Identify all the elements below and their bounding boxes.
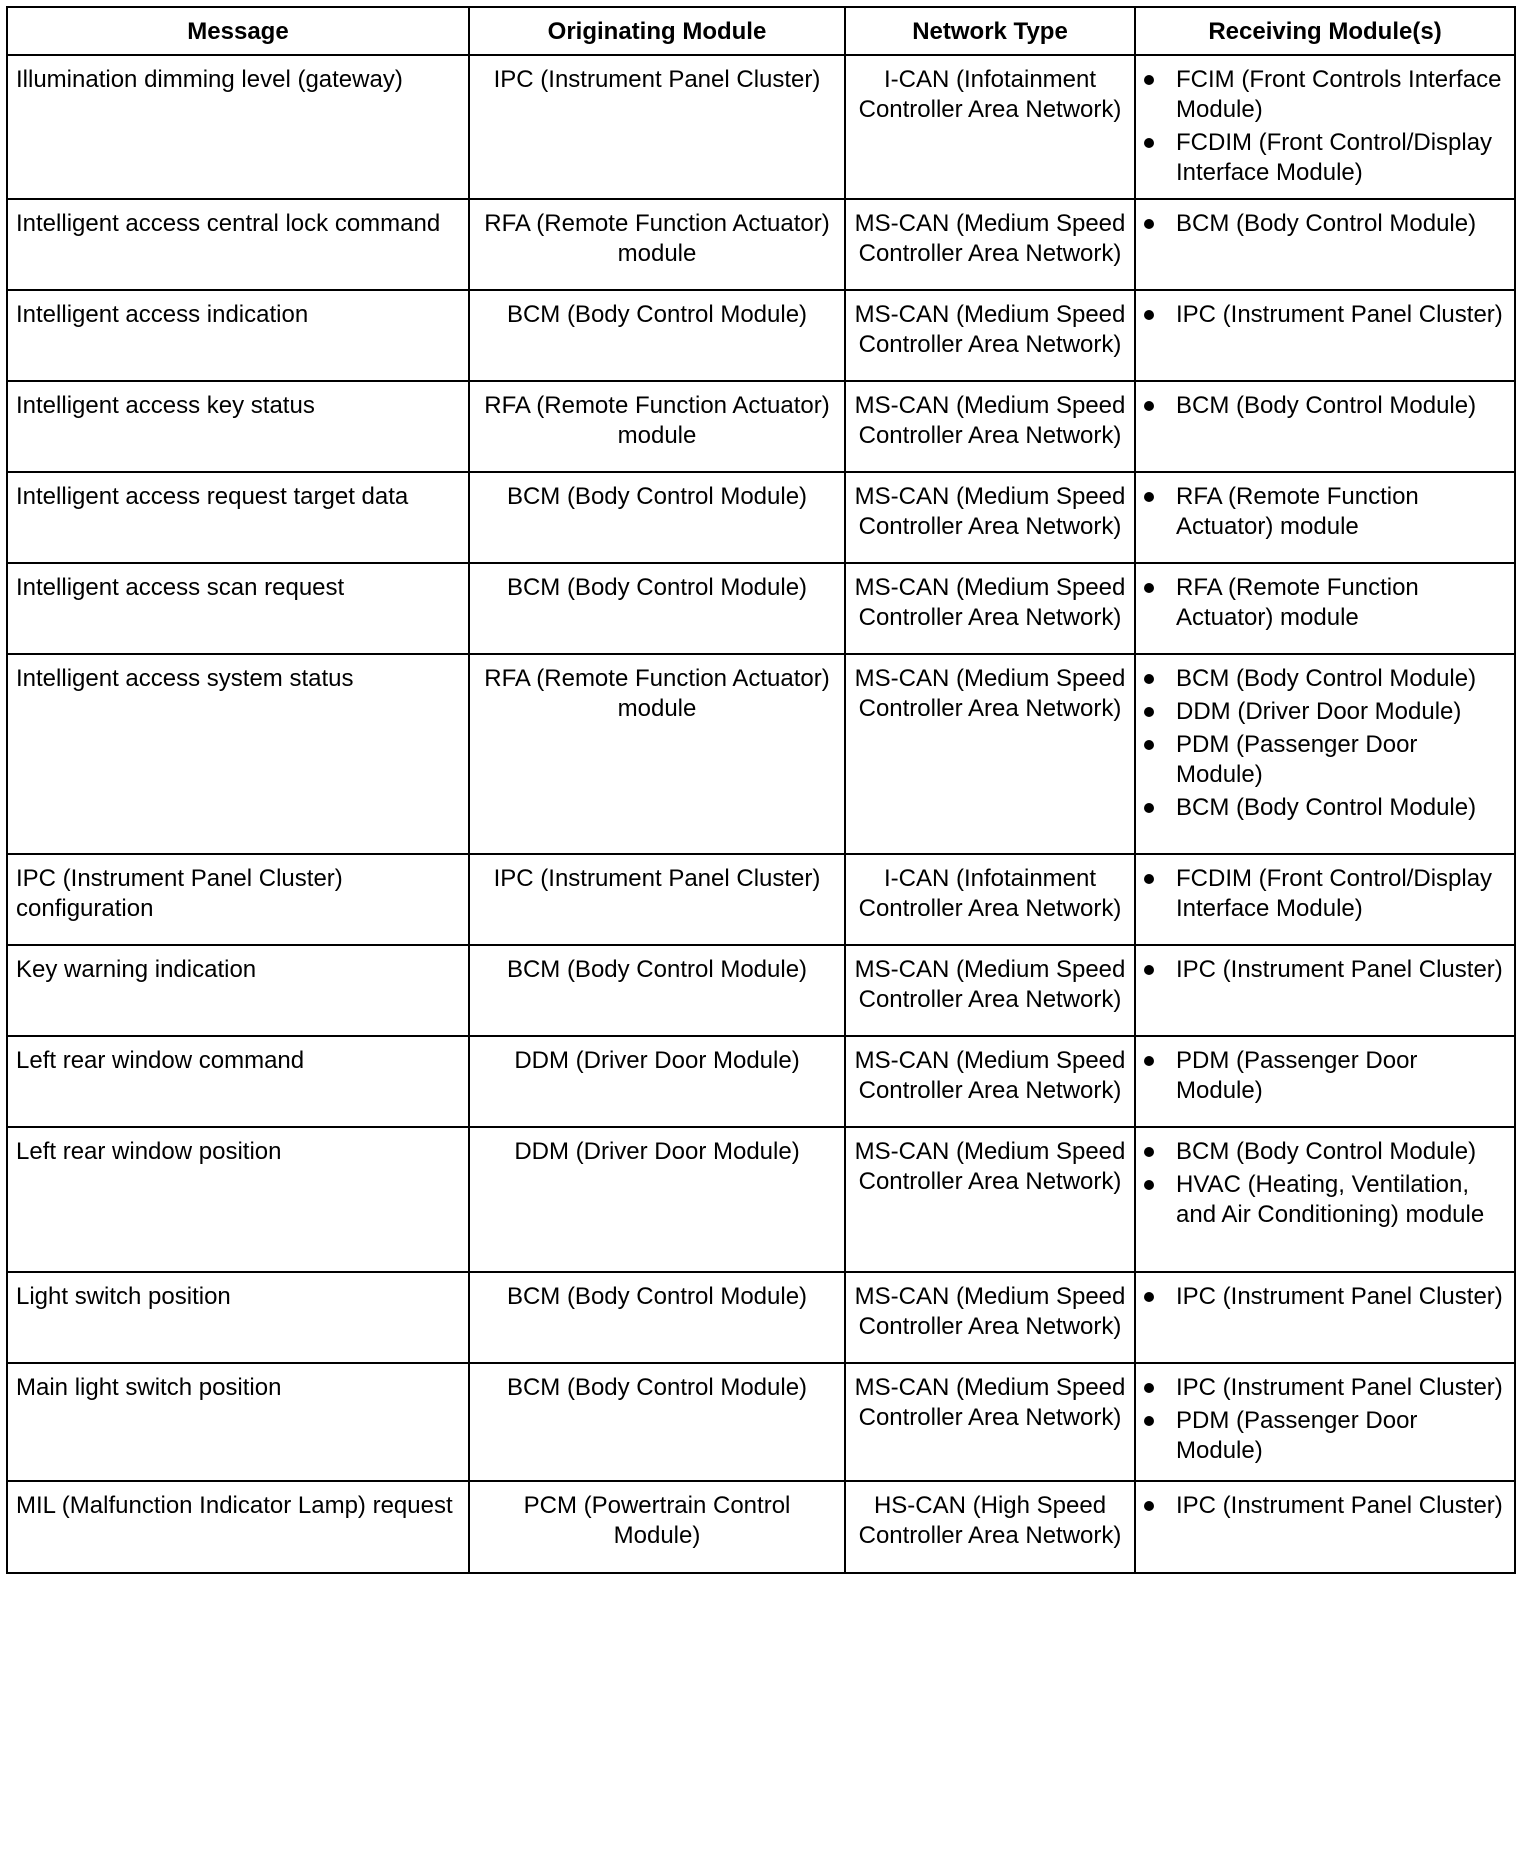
cell-network-type: MS-CAN (Medium Speed Controller Area Network) [845,1363,1135,1481]
receiving-module-list [1144,391,1506,421]
cell-receiving-modules [1135,55,1515,199]
bullet-icon [1144,674,1154,684]
cell-network-type: MS-CAN (Medium Speed Controller Area Network) [845,1127,1135,1272]
bullet-icon [1144,310,1154,320]
list-item [1144,730,1506,790]
cell-network-type: MS-CAN (Medium Speed Controller Area Network) [845,472,1135,563]
cell-message: Main light switch position [7,1363,469,1481]
cell-message: MIL (Malfunction Indicator Lamp) request [7,1481,469,1573]
bullet-icon [1144,1180,1154,1190]
receiving-module-list [1144,573,1506,633]
table-row [7,1036,1515,1127]
cell-receiving-modules [1135,654,1515,854]
bullet-icon [1144,138,1154,148]
receiving-module-text: BCM (Body Control Module) [1176,210,1477,237]
cell-receiving-modules [1135,1127,1515,1272]
cell-originating-module: BCM (Body Control Module) [469,1363,845,1481]
receiving-module-text: IPC (Instrument Panel Cluster) [1176,1283,1503,1310]
cell-network-type: I-CAN (Infotainment Controller Area Network) [845,55,1135,199]
bullet-icon [1144,707,1154,717]
network-message-table [6,6,1516,1574]
cell-message: Light switch position [7,1272,469,1363]
header-message: Message [7,7,469,55]
cell-message: Intelligent access scan request [7,563,469,654]
list-item [1144,1137,1506,1167]
cell-receiving-modules [1135,1272,1515,1363]
bullet-icon [1144,583,1154,593]
receiving-module-list [1144,1491,1506,1521]
list-item [1144,128,1506,188]
bullet-icon [1144,1416,1154,1426]
bullet-icon [1144,401,1154,411]
header-receiving-modules: Receiving Module(s) [1135,7,1515,55]
receiving-module-list [1144,65,1506,188]
table-row [7,1363,1515,1481]
cell-receiving-modules [1135,563,1515,654]
cell-network-type: MS-CAN (Medium Speed Controller Area Network) [845,654,1135,854]
receiving-module-text: BCM (Body Control Module) [1176,794,1477,821]
bullet-icon [1144,740,1154,750]
cell-originating-module: RFA (Remote Function Actuator) module [469,381,845,472]
receiving-module-list [1144,664,1506,823]
cell-message: Illumination dimming level (gateway) [7,55,469,199]
header-row [7,7,1515,55]
table-row [7,199,1515,290]
table-row [7,381,1515,472]
cell-message: Intelligent access request target data [7,472,469,563]
cell-originating-module: RFA (Remote Function Actuator) module [469,654,845,854]
receiving-module-text: BCM (Body Control Module) [1176,665,1477,692]
cell-originating-module: BCM (Body Control Module) [469,290,845,381]
table-row [7,1127,1515,1272]
table-row [7,563,1515,654]
cell-originating-module: BCM (Body Control Module) [469,472,845,563]
cell-receiving-modules [1135,945,1515,1036]
cell-originating-module: RFA (Remote Function Actuator) module [469,199,845,290]
cell-originating-module: DDM (Driver Door Module) [469,1036,845,1127]
receiving-module-list [1144,209,1506,239]
bullet-icon [1144,492,1154,502]
cell-message: Intelligent access key status [7,381,469,472]
bullet-icon [1144,219,1154,229]
receiving-module-text: FCDIM (Front Control/Display Interface Module) [1176,129,1493,186]
table-row [7,55,1515,199]
list-item [1144,864,1506,924]
cell-network-type: MS-CAN (Medium Speed Controller Area Network) [845,945,1135,1036]
cell-message: Key warning indication [7,945,469,1036]
cell-network-type: MS-CAN (Medium Speed Controller Area Network) [845,1036,1135,1127]
cell-message: Intelligent access system status [7,654,469,854]
cell-network-type: MS-CAN (Medium Speed Controller Area Network) [845,199,1135,290]
receiving-module-text: PDM (Passenger Door Module) [1176,1407,1418,1464]
cell-network-type: I-CAN (Infotainment Controller Area Network) [845,854,1135,945]
list-item [1144,1373,1506,1403]
bullet-icon [1144,1292,1154,1302]
list-item [1144,793,1506,823]
receiving-module-text: IPC (Instrument Panel Cluster) [1176,1374,1503,1401]
bullet-icon [1144,1056,1154,1066]
cell-receiving-modules [1135,290,1515,381]
receiving-module-text: RFA (Remote Function Actuator) module [1176,483,1419,540]
list-item [1144,664,1506,694]
cell-network-type: MS-CAN (Medium Speed Controller Area Network) [845,563,1135,654]
table-row [7,290,1515,381]
cell-originating-module: DDM (Driver Door Module) [469,1127,845,1272]
cell-message: Intelligent access indication [7,290,469,381]
receiving-module-text: FCIM (Front Controls Interface Module) [1176,66,1502,123]
cell-network-type: MS-CAN (Medium Speed Controller Area Network) [845,290,1135,381]
cell-network-type: MS-CAN (Medium Speed Controller Area Network) [845,381,1135,472]
list-item [1144,1170,1506,1230]
receiving-module-text: IPC (Instrument Panel Cluster) [1176,956,1503,983]
cell-receiving-modules [1135,1363,1515,1481]
receiving-module-text: BCM (Body Control Module) [1176,392,1477,419]
receiving-module-text: BCM (Body Control Module) [1176,1138,1477,1165]
bullet-icon [1144,1147,1154,1157]
bullet-icon [1144,874,1154,884]
receiving-module-list [1144,955,1506,985]
list-item [1144,697,1506,727]
table-row [7,854,1515,945]
list-item [1144,65,1506,125]
cell-originating-module: IPC (Instrument Panel Cluster) [469,55,845,199]
receiving-module-list [1144,1137,1506,1230]
table-row [7,1481,1515,1573]
receiving-module-list [1144,1046,1506,1106]
list-item [1144,1491,1506,1521]
cell-network-type: HS-CAN (High Speed Controller Area Network) [845,1481,1135,1573]
cell-receiving-modules [1135,199,1515,290]
table-row [7,472,1515,563]
receiving-module-text: RFA (Remote Function Actuator) module [1176,574,1419,631]
receiving-module-list [1144,1282,1506,1312]
receiving-module-text: PDM (Passenger Door Module) [1176,731,1418,788]
table-row [7,654,1515,854]
bullet-icon [1144,1501,1154,1511]
table-row [7,1272,1515,1363]
receiving-module-text: DDM (Driver Door Module) [1176,698,1462,725]
receiving-module-list [1144,300,1506,330]
receiving-module-text: IPC (Instrument Panel Cluster) [1176,301,1503,328]
list-item [1144,391,1506,421]
list-item [1144,300,1506,330]
receiving-module-text: FCDIM (Front Control/Display Interface Module) [1176,865,1493,922]
cell-network-type: MS-CAN (Medium Speed Controller Area Network) [845,1272,1135,1363]
cell-receiving-modules [1135,381,1515,472]
cell-originating-module: BCM (Body Control Module) [469,563,845,654]
cell-receiving-modules [1135,1481,1515,1573]
cell-receiving-modules [1135,854,1515,945]
bullet-icon [1144,965,1154,975]
receiving-module-text: PDM (Passenger Door Module) [1176,1047,1418,1104]
cell-originating-module: BCM (Body Control Module) [469,945,845,1036]
receiving-module-text: HVAC (Heating, Ventilation, and Air Conditioning) module [1176,1171,1485,1228]
cell-message: Left rear window command [7,1036,469,1127]
table-row [7,945,1515,1036]
cell-originating-module: BCM (Body Control Module) [469,1272,845,1363]
bullet-icon [1144,1383,1154,1393]
list-item [1144,482,1506,542]
cell-receiving-modules [1135,1036,1515,1127]
receiving-module-list [1144,482,1506,542]
receiving-module-list [1144,864,1506,924]
list-item [1144,1282,1506,1312]
cell-originating-module: IPC (Instrument Panel Cluster) [469,854,845,945]
receiving-module-list [1144,1373,1506,1466]
cell-message: Left rear window position [7,1127,469,1272]
cell-originating-module: PCM (Powertrain Control Module) [469,1481,845,1573]
list-item [1144,1046,1506,1106]
bullet-icon [1144,803,1154,813]
header-network-type: Network Type [845,7,1135,55]
cell-message: IPC (Instrument Panel Cluster) configuration [7,854,469,945]
cell-message: Intelligent access central lock command [7,199,469,290]
table-body [7,55,1515,1573]
receiving-module-text: IPC (Instrument Panel Cluster) [1176,1492,1503,1519]
bullet-icon [1144,75,1154,85]
list-item [1144,1406,1506,1466]
header-originating-module: Originating Module [469,7,845,55]
list-item [1144,209,1506,239]
list-item [1144,955,1506,985]
list-item [1144,573,1506,633]
cell-receiving-modules [1135,472,1515,563]
